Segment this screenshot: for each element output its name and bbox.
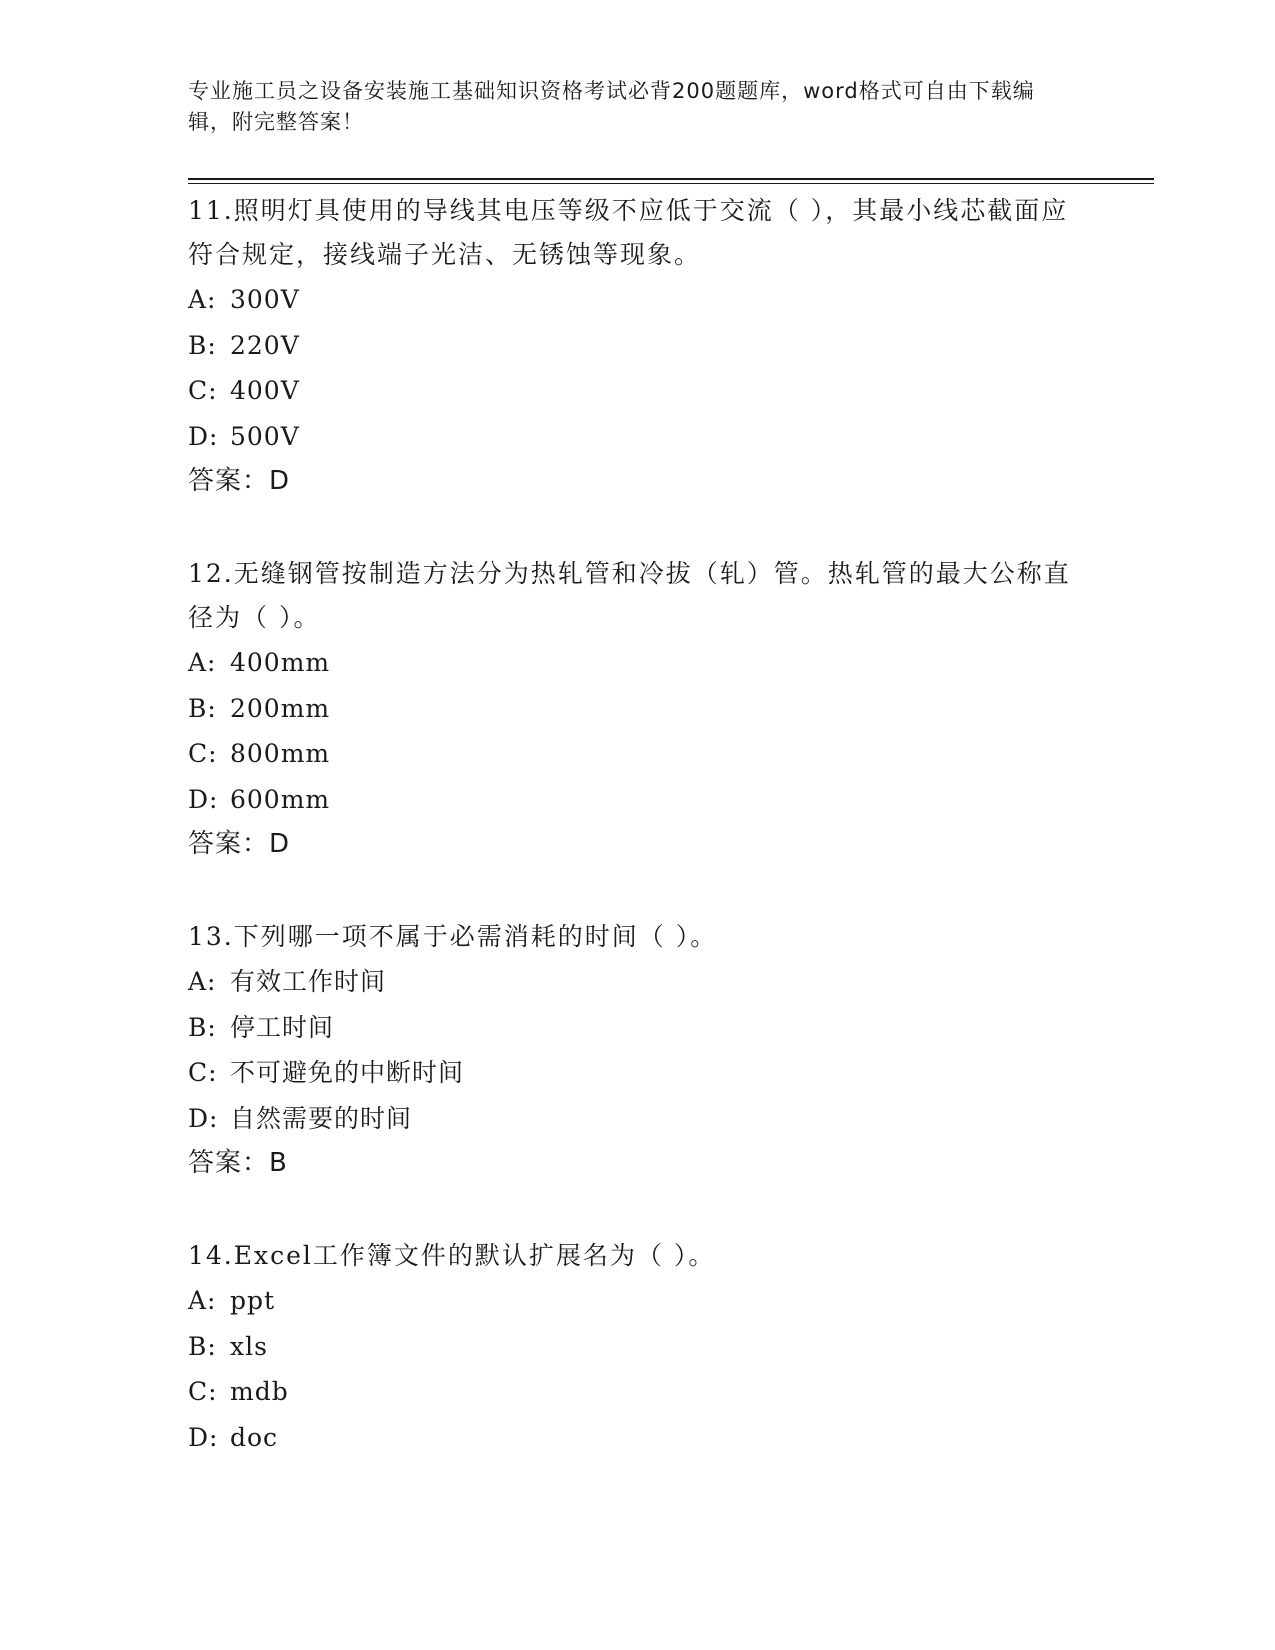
question-stem: 14.Excel工作簿文件的默认扩展名为（ ）。 [188,1241,716,1270]
option-letter: C: [188,376,218,405]
option-letter: D: [188,1422,219,1452]
option-text: 有效工作时间 [230,967,387,996]
option-text: 400V [230,376,300,405]
option-text: xls [230,1331,268,1361]
option-d [188,1415,1088,1461]
option-letter: D: [188,421,219,451]
option-a [188,959,1088,1005]
option-text: 400mm [230,648,331,677]
option-c [188,1050,1088,1096]
option-letter: A: [188,1286,217,1315]
option-c [188,731,1088,777]
option-b [188,1324,1088,1370]
question-stem: 11.照明灯具使用的导线其电压等级不应低于交流（ ），其最小线芯截面应符合规定，接线端子光洁、无锈蚀等现象。 [188,196,1069,269]
option-text: 300V [230,285,300,314]
option-text: 停工时间 [230,1012,335,1042]
option-c [188,1369,1088,1415]
option-a [188,640,1088,686]
option-text: mdb [230,1377,289,1406]
question-13 [188,915,1088,1185]
option-text: 220V [230,330,300,360]
answer-line: 答案：D [188,466,291,496]
option-text: 200mm [230,693,331,723]
option-text: 自然需要的时间 [230,1103,413,1133]
option-letter: C: [188,1058,218,1087]
option-letter: D: [188,1103,219,1133]
option-text: 600mm [230,784,331,814]
question-stem: 12.无缝钢管按制造方法分为热轧管和冷拔（轧）管。热轧管的最大公称直径为（ ）。 [188,559,1071,632]
option-letter: B: [188,1331,217,1361]
option-text: doc [230,1422,279,1452]
header-divider-thin [188,183,1154,184]
option-text: 800mm [230,739,331,768]
option-letter: A: [188,648,217,677]
option-b [188,1005,1088,1051]
answer-line: 答案：B [188,1148,288,1178]
question-stem: 13.下列哪一项不属于必需消耗的时间（ ）。 [188,922,718,951]
option-d [188,777,1088,823]
document-header: 专业施工员之设备安装施工基础知识资格考试必背200题题库，word格式可自由下载编辑，附完整答案！ [188,79,1035,134]
option-text: ppt [230,1286,276,1315]
option-d [188,1096,1088,1142]
option-letter: D: [188,784,219,814]
option-letter: B: [188,1012,217,1042]
question-12 [188,552,1088,866]
option-c [188,368,1088,414]
option-text: 500V [230,421,300,451]
option-d [188,414,1088,460]
option-a [188,277,1088,323]
option-b [188,686,1088,732]
option-b [188,323,1088,369]
option-letter: A: [188,285,217,314]
option-letter: A: [188,967,217,996]
answer-line: 答案：D [188,829,291,859]
option-letter: C: [188,1377,218,1406]
question-14 [188,1234,1088,1460]
option-a [188,1278,1088,1324]
question-11 [188,189,1088,503]
option-letter: C: [188,739,218,768]
option-letter: B: [188,330,217,360]
option-letter: B: [188,693,217,723]
option-text: 不可避免的中断时间 [230,1058,465,1087]
header-divider [188,178,1154,180]
